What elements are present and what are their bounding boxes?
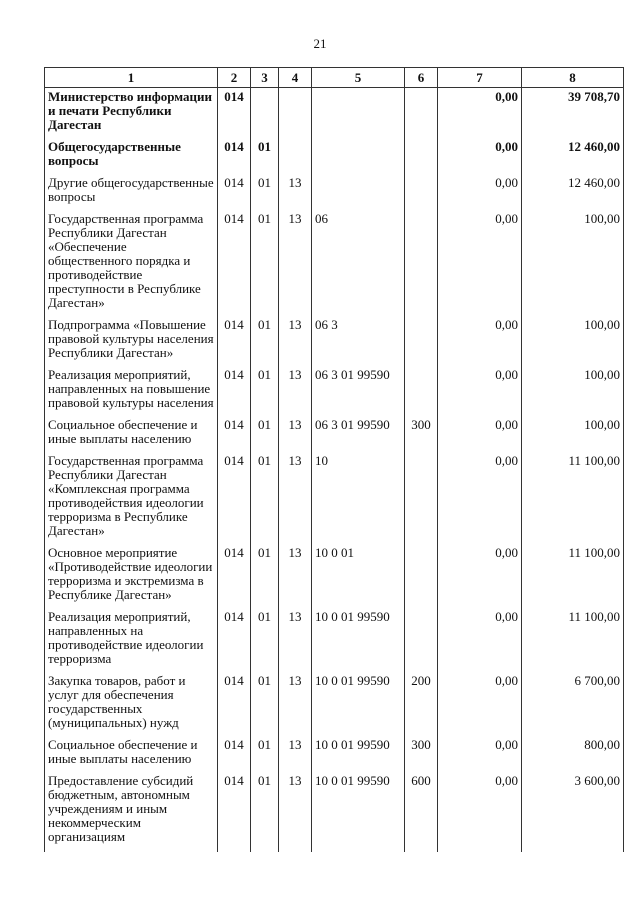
cell-amount-7: 0,00 [438,608,522,672]
cell-code-6 [405,138,438,174]
cell-amount-8: 100,00 [522,210,624,316]
cell-code-3: 01 [251,138,279,174]
column-header: 7 [438,68,522,88]
cell-amount-8: 6 700,00 [522,672,624,736]
cell-code-3 [251,88,279,139]
cell-code-2: 014 [218,544,251,608]
cell-amount-7: 0,00 [438,210,522,316]
table-row [45,416,624,452]
cell-code-6 [405,316,438,366]
cell-code-2: 014 [218,316,251,366]
cell-name: Государственная программа Республики Дагестан «Обеспечение общественного порядка и противодействие преступности в Республике Дагестан» [45,210,218,316]
column-header: 4 [279,68,312,88]
column-header: 3 [251,68,279,88]
cell-amount-7: 0,00 [438,366,522,416]
cell-amount-8: 100,00 [522,366,624,416]
cell-code-2: 014 [218,608,251,672]
cell-code-3: 01 [251,452,279,544]
cell-code-4: 13 [279,736,312,772]
cell-code-6 [405,88,438,139]
cell-code-5: 10 0 01 99590 [312,736,405,772]
cell-code-6: 300 [405,736,438,772]
cell-code-2: 014 [218,366,251,416]
column-header: 1 [45,68,218,88]
cell-code-2: 014 [218,138,251,174]
cell-amount-7: 0,00 [438,736,522,772]
cell-code-2: 014 [218,736,251,772]
cell-name: Министерство информации и печати Республики Дагестан [45,88,218,139]
cell-code-5: 06 3 01 99590 [312,416,405,452]
cell-name: Государственная программа Республики Дагестан «Комплексная программа противодействия идеологии терроризма в Республике Дагестан» [45,452,218,544]
table-row [45,366,624,416]
cell-name: Закупка товаров, работ и услуг для обеспечения государственных (муниципальных) нужд [45,672,218,736]
cell-amount-7: 0,00 [438,88,522,139]
cell-code-2: 014 [218,416,251,452]
cell-amount-7: 0,00 [438,772,522,852]
cell-code-4: 13 [279,608,312,672]
cell-code-4: 13 [279,210,312,316]
cell-amount-8: 39 708,70 [522,88,624,139]
column-header: 2 [218,68,251,88]
cell-code-6: 200 [405,672,438,736]
cell-code-6 [405,366,438,416]
cell-name: Социальное обеспечение и иные выплаты населению [45,736,218,772]
cell-name: Другие общегосударственные вопросы [45,174,218,210]
cell-code-5: 10 0 01 [312,544,405,608]
cell-code-2: 014 [218,672,251,736]
cell-code-3: 01 [251,544,279,608]
column-header: 5 [312,68,405,88]
table-row [45,544,624,608]
column-header: 8 [522,68,624,88]
cell-name: Основное мероприятие «Противодействие идеологии терроризма и экстремизма в Республике Дагестан» [45,544,218,608]
cell-amount-7: 0,00 [438,174,522,210]
table-row [45,608,624,672]
cell-code-5: 06 3 [312,316,405,366]
table-body [45,88,624,853]
cell-code-6: 600 [405,772,438,852]
cell-code-5: 10 0 01 99590 [312,608,405,672]
cell-code-2: 014 [218,174,251,210]
cell-amount-8: 800,00 [522,736,624,772]
cell-code-4: 13 [279,316,312,366]
cell-code-2: 014 [218,210,251,316]
table-row [45,174,624,210]
table-row [45,88,624,139]
table-row [45,210,624,316]
table-row [45,452,624,544]
cell-code-4: 13 [279,544,312,608]
cell-name: Реализация мероприятий, направленных на противодействие идеологии терроризма [45,608,218,672]
cell-amount-7: 0,00 [438,544,522,608]
cell-code-3: 01 [251,672,279,736]
cell-code-5 [312,138,405,174]
cell-code-3: 01 [251,366,279,416]
cell-code-6 [405,608,438,672]
cell-name: Общегосударственные вопросы [45,138,218,174]
page-number: 21 [313,36,327,51]
cell-code-6: 300 [405,416,438,452]
cell-amount-7: 0,00 [438,672,522,736]
cell-amount-8: 12 460,00 [522,138,624,174]
cell-code-5 [312,174,405,210]
cell-code-5 [312,88,405,139]
cell-code-3: 01 [251,416,279,452]
cell-name: Подпрограмма «Повышение правовой культуры населения Республики Дагестан» [45,316,218,366]
cell-code-5: 10 0 01 99590 [312,772,405,852]
column-header: 6 [405,68,438,88]
cell-code-3: 01 [251,316,279,366]
cell-code-4 [279,138,312,174]
cell-amount-7: 0,00 [438,316,522,366]
cell-amount-7: 0,00 [438,416,522,452]
cell-code-4: 13 [279,452,312,544]
cell-code-3: 01 [251,210,279,316]
table-row [45,736,624,772]
cell-code-3: 01 [251,736,279,772]
table-row [45,672,624,736]
cell-code-2: 014 [218,452,251,544]
cell-amount-8: 11 100,00 [522,452,624,544]
cell-amount-8: 12 460,00 [522,174,624,210]
cell-code-5: 10 0 01 99590 [312,672,405,736]
cell-name: Предоставление субсидий бюджетным, автономным учреждениям и иным некоммерческим организациям [45,772,218,852]
table-row [45,316,624,366]
cell-code-3: 01 [251,174,279,210]
cell-code-4: 13 [279,672,312,736]
cell-code-6 [405,174,438,210]
cell-code-6 [405,210,438,316]
cell-amount-8: 3 600,00 [522,772,624,852]
budget-table [44,67,624,852]
cell-code-2: 014 [218,88,251,139]
header-row [45,68,624,88]
cell-amount-8: 11 100,00 [522,544,624,608]
cell-code-4 [279,88,312,139]
cell-code-5: 10 [312,452,405,544]
table-row [45,138,624,174]
cell-code-3: 01 [251,608,279,672]
cell-code-4: 13 [279,174,312,210]
cell-code-4: 13 [279,416,312,452]
table-row [45,772,624,852]
cell-code-5: 06 [312,210,405,316]
cell-name: Реализация мероприятий, направленных на повышение правовой культуры населения [45,366,218,416]
cell-amount-7: 0,00 [438,138,522,174]
cell-code-3: 01 [251,772,279,852]
cell-amount-8: 100,00 [522,316,624,366]
cell-code-4: 13 [279,366,312,416]
cell-amount-8: 11 100,00 [522,608,624,672]
cell-name: Социальное обеспечение и иные выплаты населению [45,416,218,452]
cell-amount-8: 100,00 [522,416,624,452]
cell-code-5: 06 3 01 99590 [312,366,405,416]
cell-amount-7: 0,00 [438,452,522,544]
cell-code-2: 014 [218,772,251,852]
cell-code-6 [405,452,438,544]
cell-code-4: 13 [279,772,312,852]
cell-code-6 [405,544,438,608]
